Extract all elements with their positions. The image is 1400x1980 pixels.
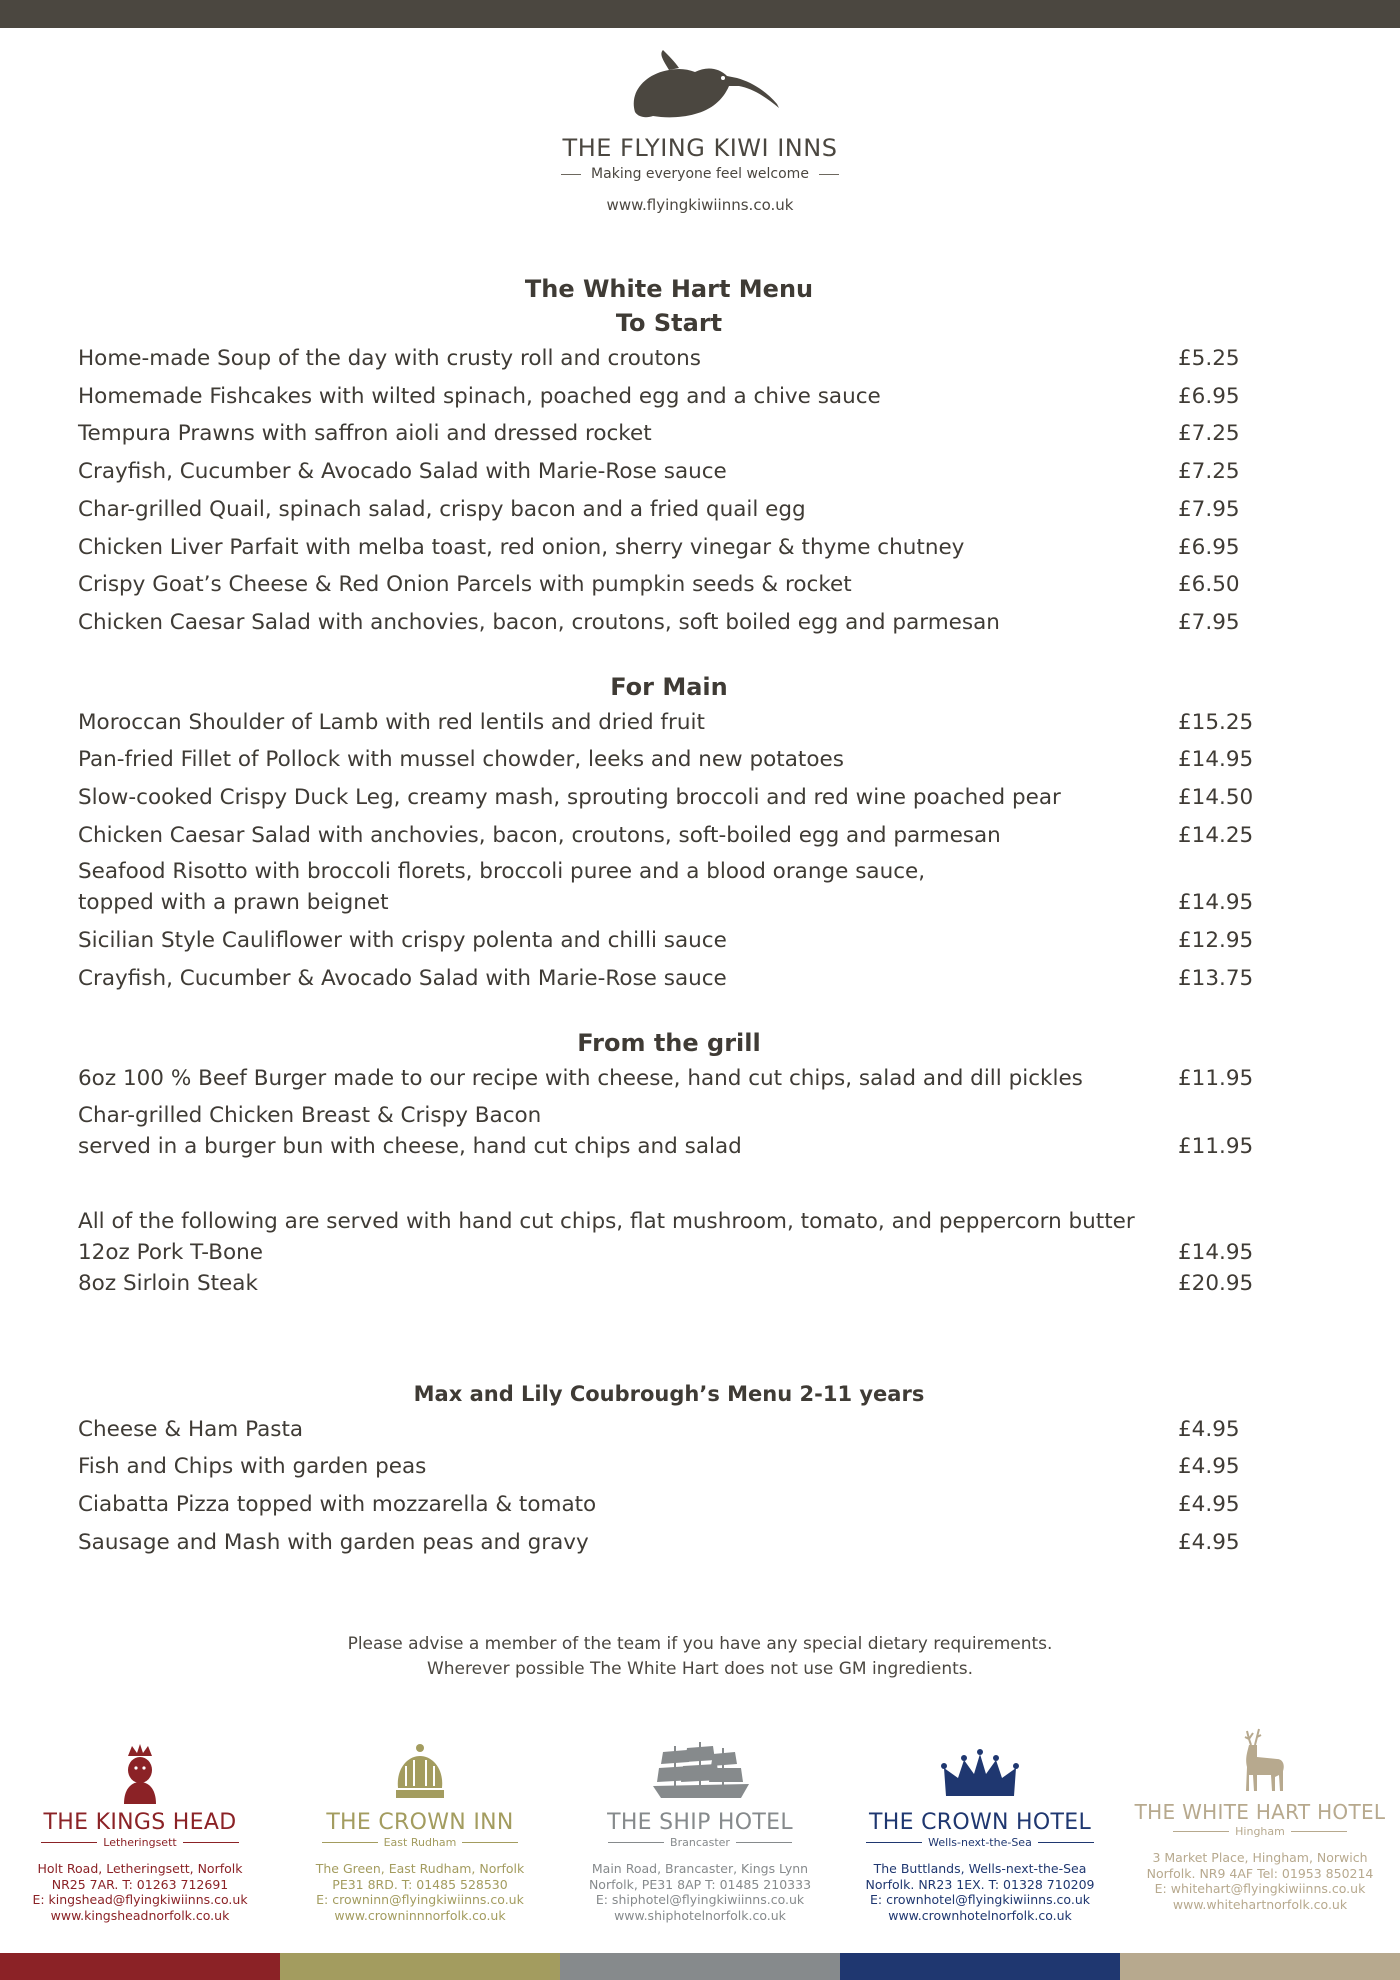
crown-icon: [390, 1740, 450, 1806]
venue-website[interactable]: www.kingsheadnorfolk.co.uk: [50, 1907, 230, 1923]
item-price: £14.95: [1178, 1239, 1254, 1265]
menu-item: [78, 1098, 1260, 1166]
tagline: [0, 166, 1400, 182]
item-price: £7.25: [1178, 421, 1240, 447]
venue-address-line-2: PE31 8RD. T: 01485 528530: [332, 1876, 508, 1892]
venue-name: THE CROWN INN: [326, 1810, 514, 1835]
item-price: £15.25: [1178, 709, 1254, 735]
menu-item: [78, 453, 1260, 491]
item-name: Cheese & Ham Pasta: [78, 1416, 304, 1442]
item-name: Moroccan Shoulder of Lamb with red lentils and dried fruit: [78, 709, 705, 735]
item-name: Tempura Prawns with saffron aioli and dressed rocket: [78, 421, 652, 447]
dietary-notice: [0, 1632, 1400, 1682]
item-name: Chicken Caesar Salad with anchovies, bacon, croutons, soft boiled egg and parmesan: [78, 609, 1000, 635]
venue-location: [840, 1836, 1120, 1849]
crown-icon: [940, 1740, 1020, 1806]
venue-email[interactable]: E: crowninn@flyingkiwiinns.co.uk: [316, 1892, 524, 1907]
item-price: £14.50: [1178, 785, 1254, 811]
menu-item: [78, 1060, 1260, 1098]
item-price: £4.95: [1178, 1491, 1240, 1517]
item-name: 8oz Sirloin Steak: [78, 1270, 258, 1296]
sailing-ship-icon: [645, 1740, 755, 1806]
item-name: 6oz 100 % Beef Burger made to our recipe with cheese, hand cut chips, salad and dill pickles: [78, 1065, 1083, 1091]
menu-item: [78, 1268, 1260, 1299]
item-name: 12oz Pork T-Bone: [78, 1239, 264, 1265]
venue-kings-head: [0, 1740, 280, 1923]
brand-name: THE FLYING KIWI INNS: [562, 134, 838, 162]
venue-address-line-1: Holt Road, Letheringsett, Norfolk: [37, 1861, 243, 1876]
menu-item: [78, 1524, 1260, 1562]
menu-item: [78, 529, 1260, 567]
item-name: Home-made Soup of the day with crusty roll and croutons: [78, 346, 701, 371]
item-price: £4.95: [1178, 1529, 1240, 1555]
venue-address-line-2: Norfolk. NR9 4AF Tel: 01953 850214: [1146, 1865, 1374, 1881]
color-strip-crown-hotel: [840, 1953, 1120, 1980]
venue-location-text: Hingham: [1235, 1825, 1285, 1838]
venue-address: [280, 1861, 560, 1923]
item-name: Homemade Fishcakes with wilted spinach, poached egg and a chive sauce: [78, 383, 881, 409]
venue-address: [840, 1861, 1120, 1923]
item-name-line-1: Seafood Risotto with broccoli florets, broccoli puree and a blood orange sauce,: [78, 859, 926, 885]
item-price: £4.95: [1178, 1416, 1240, 1442]
stag-icon: [1225, 1724, 1295, 1796]
venue-name: THE WHITE HART HOTEL: [1134, 1800, 1386, 1824]
item-name: Char-grilled Quail, spinach salad, crispy bacon and a fried quail egg: [78, 496, 806, 522]
item-price: £6.95: [1178, 383, 1240, 409]
venue-address-line-2: Norfolk, PE31 8AP T: 01485 210333: [588, 1876, 812, 1892]
menu-item: [78, 704, 1260, 742]
item-price: £7.95: [1178, 496, 1240, 522]
color-strip-crown-inn: [280, 1953, 560, 1980]
top-bar: [0, 0, 1400, 28]
item-price: £7.25: [1178, 459, 1240, 485]
grill-note: All of the following are served with hand cut chips, flat mushroom, tomato, and peppercorn butter: [78, 1208, 1135, 1234]
item-price: £14.25: [1178, 822, 1254, 848]
item-price: £5.25: [1178, 346, 1240, 371]
menu-item: [78, 1486, 1260, 1524]
venue-address: [0, 1861, 280, 1923]
item-name: Chicken Liver Parfait with melba toast, red onion, sherry vinegar & thyme chutney: [78, 534, 965, 560]
venue-address-line-1: The Buttlands, Wells-next-the-Sea: [873, 1861, 1087, 1876]
item-name: Crispy Goat’s Cheese & Red Onion Parcels with pumpkin seeds & rocket: [78, 572, 852, 598]
tagline-rule-right: [819, 174, 839, 175]
venue-address-line-2: NR25 7AR. T: 01263 712691: [51, 1876, 229, 1892]
venue-location-text: Letheringsett: [103, 1836, 177, 1849]
item-name: Fish and Chips with garden peas: [78, 1454, 427, 1480]
venue-name: THE CROWN HOTEL: [869, 1810, 1091, 1835]
item-name: Crayfish, Cucumber & Avocado Salad with Marie-Rose sauce: [78, 459, 727, 485]
item-price: £13.75: [1178, 966, 1254, 992]
kiwi-bird-icon: [615, 48, 785, 128]
item-price: £11.95: [1178, 1133, 1254, 1159]
color-strip-ship-hotel: [560, 1953, 840, 1980]
menu-item: [78, 491, 1260, 529]
section-heading-mains: For Main: [610, 672, 728, 701]
section-heading-grill: From the grill: [577, 1028, 761, 1057]
venue-crown-hotel: [840, 1740, 1120, 1923]
menu-item: [78, 566, 1260, 604]
venue-location-text: Wells-next-the-Sea: [928, 1836, 1032, 1849]
menu-item: [78, 779, 1260, 817]
menu: [78, 272, 1260, 1561]
menu-item: [78, 1411, 1260, 1449]
venue-website[interactable]: www.shiphotelnorfolk.co.uk: [614, 1907, 786, 1923]
section-heading-starters: To Start: [615, 309, 723, 337]
venue-address: [1120, 1850, 1400, 1912]
venue-location-text: Brancaster: [670, 1836, 730, 1849]
venue-white-hart: [1120, 1740, 1400, 1912]
venue-footer: [0, 1740, 1400, 1940]
tagline-rule-left: [561, 174, 581, 175]
item-name-line-2: served in a burger bun with cheese, hand cut chips and salad: [78, 1133, 742, 1159]
item-price: £11.95: [1178, 1065, 1254, 1091]
item-price: £20.95: [1178, 1270, 1254, 1296]
menu-item: [78, 604, 1260, 642]
menu-item: [78, 960, 1260, 998]
venue-location: [1120, 1825, 1400, 1838]
item-price: £6.95: [1178, 534, 1240, 560]
venue-address-line-1: Main Road, Brancaster, Kings Lynn: [591, 1861, 809, 1876]
menu-item: [78, 854, 1260, 922]
item-price: £14.95: [1178, 747, 1254, 773]
venue-name: THE SHIP HOTEL: [607, 1810, 793, 1835]
item-name: Ciabatta Pizza topped with mozzarella & tomato: [78, 1491, 597, 1517]
venue-email[interactable]: E: whitehart@flyingkiwiinns.co.uk: [1154, 1881, 1366, 1896]
color-strip-kings-head: [0, 1953, 280, 1980]
menu-item: [78, 922, 1260, 960]
venue-email[interactable]: E: kingshead@flyingkiwiinns.co.uk: [32, 1892, 248, 1907]
item-price: £7.95: [1178, 609, 1240, 635]
venue-email[interactable]: E: shiphotel@flyingkiwiinns.co.uk: [595, 1892, 805, 1907]
item-name-line-1: Char-grilled Chicken Breast & Crispy Bacon: [78, 1102, 542, 1128]
item-price: £14.95: [1178, 890, 1254, 916]
item-name: Chicken Caesar Salad with anchovies, bacon, croutons, soft-boiled egg and parmesan: [78, 822, 1001, 848]
venue-website[interactable]: www.crowninnnorfolk.co.uk: [334, 1907, 506, 1923]
venue-address-line-2: Norfolk. NR23 1EX. T: 01328 710209: [865, 1876, 1095, 1892]
section-heading-kids: Max and Lily Coubrough’s Menu 2-11 years: [413, 1381, 925, 1406]
venue-ship-hotel: [560, 1740, 840, 1923]
venue-website[interactable]: www.whitehartnorfolk.co.uk: [1172, 1896, 1348, 1912]
item-name-line-2: topped with a prawn beignet: [78, 890, 389, 916]
menu-item: [78, 415, 1260, 453]
kings-head-crest-icon: [110, 1740, 170, 1806]
venue-location: [560, 1836, 840, 1849]
item-name: Sicilian Style Cauliflower with crispy polenta and chilli sauce: [78, 928, 727, 954]
venue-name: THE KINGS HEAD: [43, 1810, 237, 1835]
item-name: Sausage and Mash with garden peas and gravy: [78, 1529, 589, 1555]
color-strip-white-hart: [1120, 1953, 1400, 1980]
venue-address: [560, 1861, 840, 1923]
venue-crown-inn: [280, 1740, 560, 1923]
menu-title: The White Hart Menu: [524, 275, 814, 303]
venue-location-text: East Rudham: [383, 1836, 457, 1849]
item-name: Pan-fried Fillet of Pollock with mussel chowder, leeks and new potatoes: [78, 747, 844, 773]
item-price: £6.50: [1178, 572, 1240, 598]
venue-email[interactable]: E: crownhotel@flyingkiwiinns.co.uk: [870, 1892, 1090, 1907]
venue-address-line-1: 3 Market Place, Hingham, Norwich: [1152, 1850, 1368, 1865]
venue-address-line-1: The Green, East Rudham, Norfolk: [315, 1861, 525, 1876]
item-price: £4.95: [1178, 1454, 1240, 1480]
venue-location: [0, 1836, 280, 1849]
notice-line-1: Please advise a member of the team if you have any special dietary requirements.: [347, 1634, 1053, 1654]
menu-item: [78, 378, 1260, 416]
menu-item: [78, 1448, 1260, 1486]
tagline-text: Making everyone feel welcome: [591, 166, 809, 182]
website-link[interactable]: www.flyingkiwiinns.co.uk: [606, 196, 794, 214]
venue-website[interactable]: www.crownhotelnorfolk.co.uk: [888, 1907, 1072, 1923]
item-name: Slow-cooked Crispy Duck Leg, creamy mash, sprouting broccoli and red wine poached pear: [78, 785, 1061, 811]
menu-item: [78, 817, 1260, 855]
menu-item: [78, 1237, 1260, 1268]
item-price: £12.95: [1178, 928, 1254, 954]
menu-item: [78, 741, 1260, 779]
brand-header: [0, 48, 1400, 214]
venue-location: [280, 1836, 560, 1849]
notice-line-2: Wherever possible The White Hart does not use GM ingredients.: [426, 1659, 974, 1679]
menu-item: [78, 340, 1260, 378]
item-name: Crayfish, Cucumber & Avocado Salad with Marie-Rose sauce: [78, 966, 727, 992]
